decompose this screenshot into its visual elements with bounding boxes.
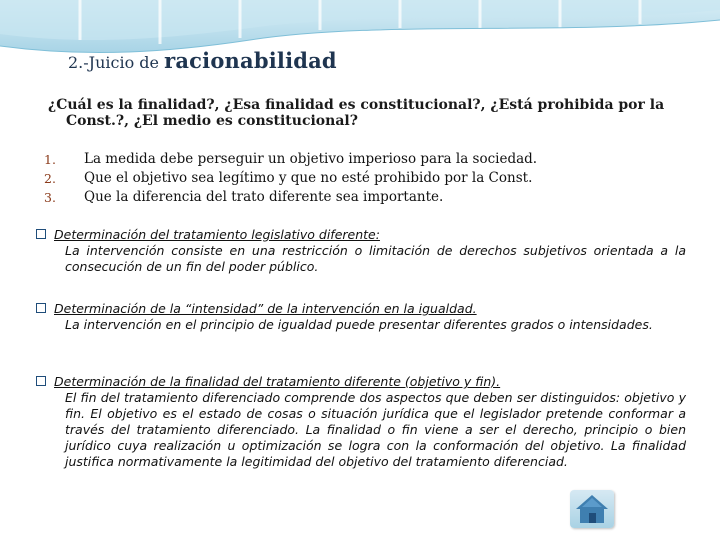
list-text: Que el objetivo sea legítimo y que no esté prohibido por la Const. [84,170,533,186]
question-line-2: Const.?, ¿El medio es constitucional? [66,113,358,129]
square-bullet-icon [36,376,46,386]
section-body: La intervención en el principio de igualdad puede presentar diferentes grados o intensidades. [65,317,653,332]
slide-title [68,48,337,73]
title-main: racionabilidad [164,48,337,73]
guiding-questions [48,97,668,129]
section-title: Determinación de la finalidad del tratamiento diferente (objetivo y fin). [54,374,501,389]
section-tratamiento [36,227,686,275]
list-number: 1. [44,152,56,167]
list-item [44,169,664,188]
section-title: Determinación de la “intensidad” de la intervención en la igualdad. [54,301,477,316]
question-line-1: ¿Cuál es la finalidad?, ¿Esa finalidad es constitucional?, ¿Está prohibida por la [48,97,665,113]
home-button[interactable] [570,490,614,528]
square-bullet-icon [36,303,46,313]
list-item [44,150,664,169]
section-body: La intervención consiste en una restricción o limitación de derechos subjetivos orientada a la consecución de un fin del poder público. [65,243,686,274]
home-icon [570,490,614,528]
section-title: Determinación del tratamiento legislativo diferente: [54,227,380,242]
title-prefix: 2.-Juicio de [68,53,160,72]
section-intensidad [36,301,686,333]
requirements-list [44,150,664,207]
list-text: La medida debe perseguir un objetivo imperioso para la sociedad. [84,151,538,167]
section-finalidad [36,374,686,470]
list-text: Que la diferencia del trato diferente sea importante. [84,189,444,205]
section-body: El fin del tratamiento diferenciado comprende dos aspectos que deben ser distinguidos: objetivo y fin. El objetivo es el estado de cosas o situación jurídica que el legislador pretende conformar a través del tratamiento diferenciado. La finalidad o fin viene a ser el derecho, principio o bien jurídico cuya realización u optimización se logra con la conformación del objetivo. La finalidad justifica normativamente la legitimidad del objetivo del tratamiento diferenciad. [65,390,686,469]
list-item [44,188,664,207]
list-number: 3. [44,190,56,205]
list-number: 2. [44,171,56,186]
square-bullet-icon [36,229,46,239]
